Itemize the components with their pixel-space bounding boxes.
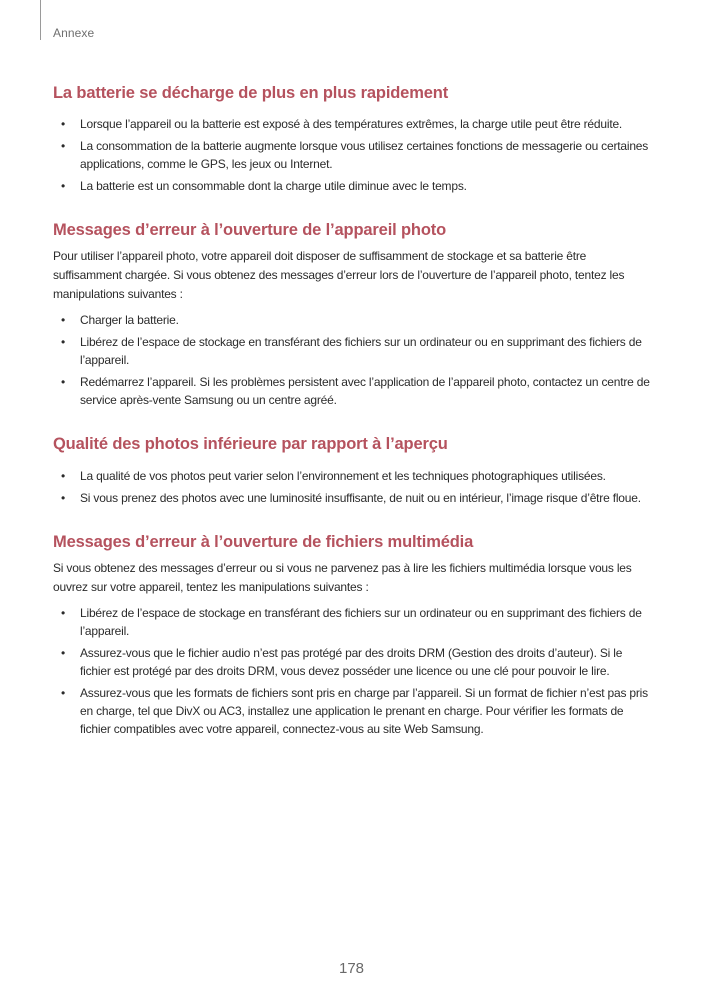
section-photo-quality: [53, 434, 653, 507]
bullet-icon: •: [61, 139, 66, 153]
bullet-icon: •: [61, 491, 66, 505]
bullet-icon: •: [61, 686, 66, 700]
header-rule: [40, 0, 41, 40]
bullet-icon: •: [61, 117, 66, 131]
list-item: • Redémarrez l’appareil. Si les problèmes persistent avec l’application de l’appareil photo, contactez un centre de service après-vente Samsung ou un centre agréé.: [61, 375, 650, 407]
list-item: • Assurez-vous que le fichier audio n’est pas protégé par des droits DRM (Gestion des droits d’auteur). Si le fichier est protégé par des droits DRM, vous devez posséder une licence ou une clé pour pouvoir le lire.: [61, 646, 623, 678]
section-intro: Si vous obtenez des messages d’erreur ou si vous ne parvenez pas à lire les fichiers multimédia lorsque vous les ouvrez sur votre appareil, tentez les manipulations suivantes :: [53, 561, 632, 594]
bullet-list: [53, 604, 653, 738]
bullet-icon: •: [61, 646, 66, 660]
bullet-list: [53, 467, 653, 507]
section-battery-drain: [53, 83, 653, 195]
list-item: • Assurez-vous que les formats de fichiers sont pris en charge par l’appareil. Si un format de fichier n’est pas pris en charge, tel que DivX ou AC3, installez une application le prenant en charge. Pour vérifier les formats de fichier compatibles avec votre appareil, connectez-vous au site Web Samsung.: [61, 686, 648, 736]
list-item: • Si vous prenez des photos avec une luminosité insuffisante, de nuit ou en intérieur, l’image risque d’être floue.: [61, 491, 641, 505]
bullet-list: [53, 311, 653, 409]
page-number: 178: [338, 960, 365, 977]
list-item: • Libérez de l’espace de stockage en transférant des fichiers sur un ordinateur ou en supprimant des fichiers de l’appareil.: [61, 335, 642, 367]
page-content: [53, 83, 653, 742]
section-title: La batterie se décharge de plus en plus rapidement: [53, 84, 449, 102]
list-item: • Lorsque l’appareil ou la batterie est exposé à des températures extrêmes, la charge utile peut être réduite.: [61, 117, 623, 131]
bullet-icon: •: [61, 313, 66, 327]
section-title: Messages d’erreur à l’ouverture de fichiers multimédia: [53, 533, 474, 551]
list-item: • Charger la batterie.: [61, 313, 179, 327]
section-camera-errors: [53, 220, 653, 409]
chapter-label: Annexe: [53, 26, 95, 40]
bullet-icon: •: [61, 179, 66, 193]
list-item: • La consommation de la batterie augmente lorsque vous utilisez certaines fonctions de messagerie ou certaines applications, comme le GPS, les jeux ou Internet.: [61, 139, 649, 171]
section-title: Qualité des photos inférieure par rapport à l’aperçu: [53, 435, 448, 453]
section-media-errors: [53, 532, 653, 738]
bullet-icon: •: [61, 375, 66, 389]
section-intro: Pour utiliser l’appareil photo, votre appareil doit disposer de suffisamment de stockage et sa batterie être suffisamment chargée. Si vous obtenez des messages d’erreur lors de l’ouverture de l’appareil photo, tentez les manipulations suivantes :: [53, 249, 625, 301]
list-item: • La batterie est un consommable dont la charge utile diminue avec le temps.: [61, 179, 467, 193]
bullet-icon: •: [61, 606, 66, 620]
list-item: • Libérez de l’espace de stockage en transférant des fichiers sur un ordinateur ou en supprimant des fichiers de l’appareil.: [61, 606, 642, 638]
bullet-icon: •: [61, 335, 66, 349]
section-title: Messages d’erreur à l’ouverture de l’appareil photo: [53, 221, 447, 239]
bullet-list: [53, 115, 653, 195]
bullet-icon: •: [61, 469, 66, 483]
list-item: • La qualité de vos photos peut varier selon l’environnement et les techniques photographiques utilisées.: [61, 469, 606, 483]
